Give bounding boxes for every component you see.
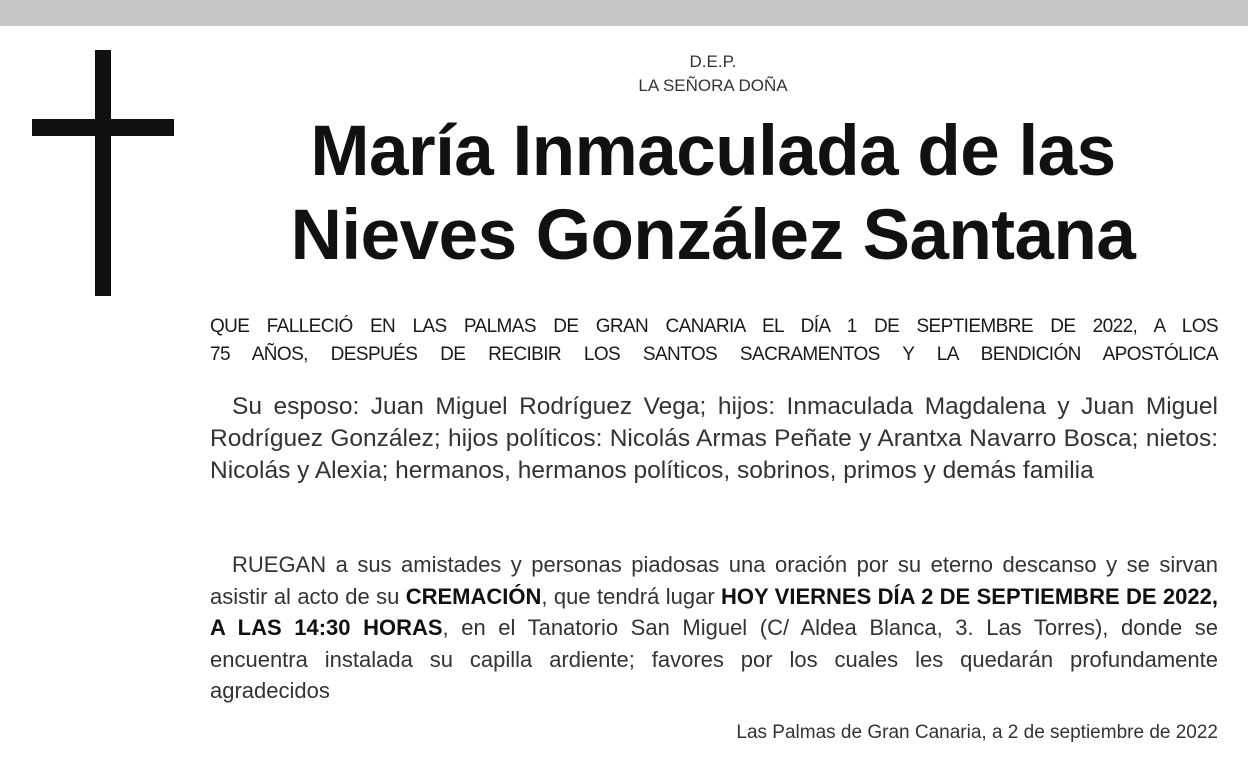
deceased-name	[210, 110, 1216, 278]
place-and-date: Las Palmas de Gran Canaria, a 2 de septiembre de 2022	[736, 722, 1218, 743]
ceremony-type: CREMACIÓN	[405, 583, 542, 609]
obituary-notice	[0, 26, 1248, 770]
dep-label: D.E.P.	[689, 52, 737, 71]
name-line-1: María Inmaculada de las	[310, 112, 1116, 191]
header-block	[470, 50, 956, 98]
cross-vertical-bar	[95, 50, 111, 296]
ruegan-text-1: RUEGAN a sus amistades y personas piadosas una oración por su eterno descanso y se sirvan asistir al acto de su	[210, 552, 1218, 609]
cross-horizontal-bar	[32, 119, 174, 136]
ceremony-datetime: HOY VIERNES DÍA 2 DE SEPTIEMBRE DE 2022, A LAS 14:30 HORAS	[210, 583, 1218, 640]
ruegan-text-2: , que tendrá lugar	[541, 583, 722, 609]
death-statement	[210, 313, 1218, 369]
ruegan-text-3: , en el Tanatorio San Miguel (C/ Aldea Blanca, 3. Las Torres), donde se encuentra instalada su capilla ardiente; favores por los cuales les quedarán profundamente agradecidos	[210, 615, 1218, 703]
death-line-1: QUE FALLECIÓ EN LAS PALMAS DE GRAN CANARIA EL DÍA 1 DE SEPTIEMBRE DE 2022, A LOS	[210, 316, 1218, 337]
family-paragraph: Su esposo: Juan Miguel Rodríguez Vega; hijos: Inmaculada Magdalena y Juan Miguel Rodríguez González; hijos políticos: Nicolás Armas Peñate y Arantxa Navarro Bosca; nietos: Nicolás y Alexia; hermanos, hermanos políticos, sobrinos, primos y demás familia	[210, 393, 1218, 484]
death-line-2: 75 AÑOS, DESPUÉS DE RECIBIR LOS SANTOS SACRAMENTOS Y LA BENDICIÓN APOSTÓLICA	[210, 344, 1218, 365]
funeral-paragraph	[210, 549, 1218, 707]
honorific-label: LA SEÑORA DOÑA	[638, 76, 788, 95]
name-line-2: Nieves González Santana	[290, 196, 1136, 275]
